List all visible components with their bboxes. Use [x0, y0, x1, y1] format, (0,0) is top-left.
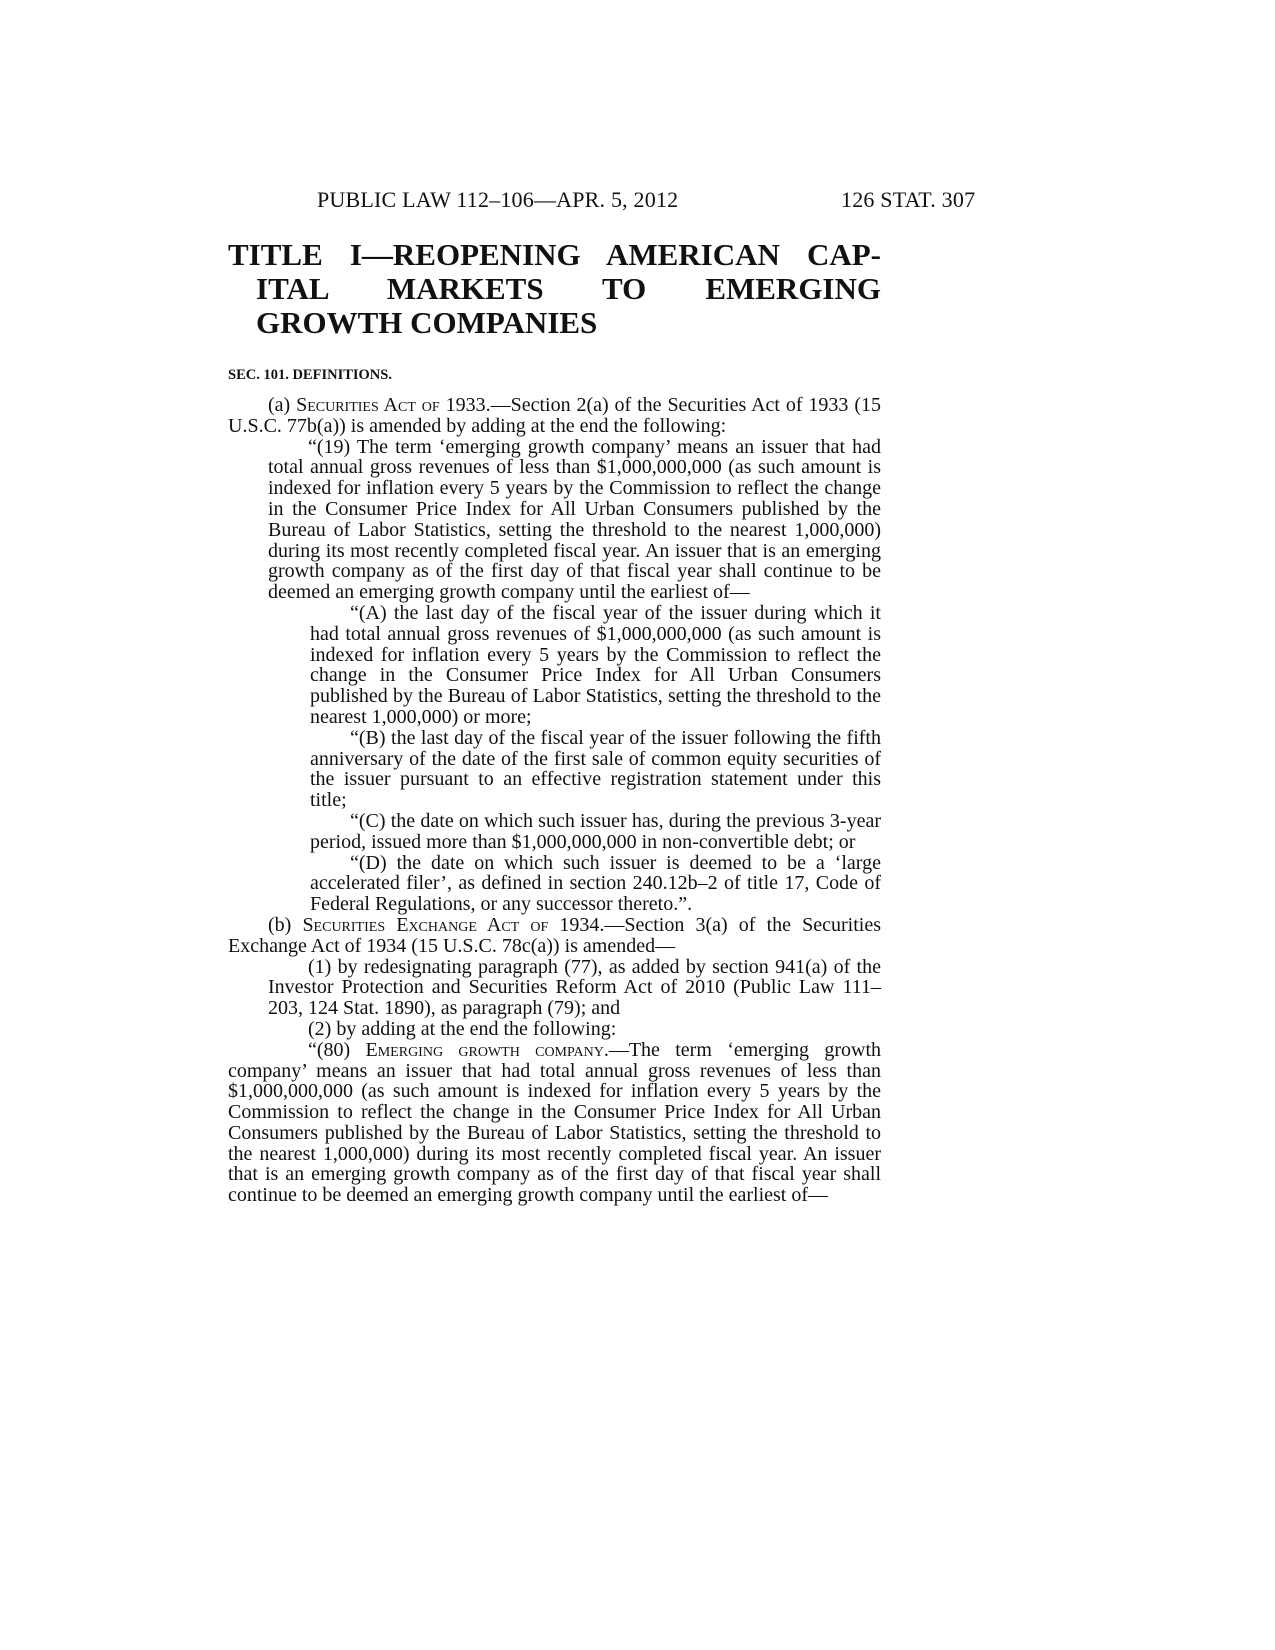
clause-c: “(C) the date on which such issuer has, during the previous 3-year period, issued more than $1,000,000,000 in non-convertible debt; or: [310, 809, 881, 853]
subsection-b-caption: Securities Exchange Act of 1934: [302, 913, 600, 936]
paragraph-19: “(19) The term ‘emerging growth company’ means an issuer that had total annual gross revenues of less than $1,000,000,000 (as such amount is indexed for inflation every 5 years by the Commission to reflect the change in the Consumer Price Index for All Urban Consumers published by the Bureau of Labor Statistics, setting the threshold to the nearest 1,000,000) during its most recently completed fiscal year. An issuer that is an emerging growth company as of the first day of that fiscal year shall continue to be deemed an emerging growth company until the earliest of—: [268, 435, 881, 604]
clause-a: “(A) the last day of the fiscal year of the issuer during which it had total annual gross revenues of $1,000,000,000 (as such amount is indexed for inflation every 5 years by the Commission to reflect the change in the Consumer Price Index for All Urban Consumers published by the Bureau of Labor Statistics, setting the threshold to the nearest 1,000,000) or more;: [310, 601, 881, 728]
subsection-a-text: .—Section 2(a) of the Securities Act of 1933 (15 U.S.C. 77b(a)) is amended by adding at the end the following:: [228, 394, 881, 437]
section-heading: SEC. 101. DEFINITIONS.: [228, 367, 392, 383]
subsection-a: [228, 395, 881, 437]
subsection-a-caption: Securities Act of 1933: [296, 394, 486, 416]
subsection-a-enum: (a): [268, 394, 297, 416]
subsection-b-paragraph-2: (2) by adding at the end the following:: [308, 1017, 617, 1040]
paragraph-80-enum: “(80): [308, 1038, 366, 1061]
clause-d: “(D) the date on which such issuer is deemed to be a ‘large accelerated filer’, as defined in section 240.12b–2 of title 17, Code of Federal Regulations, or any successor thereto.”.: [310, 851, 881, 916]
title-heading: [228, 238, 881, 340]
subsection-b-paragraph-1: (1) by redesignating paragraph (77), as added by section 941(a) of the Investor Protection and Securities Reform Act of 2010 (Public Law 111–203, 124 Stat. 1890), as paragraph (79); and: [268, 955, 881, 1020]
subsection-b-enum: (b): [268, 913, 303, 936]
title-line-1: TITLE I—REOPENING AMERICAN CAP-: [228, 237, 881, 272]
clause-b: “(B) the last day of the fiscal year of the issuer following the fifth anniversary of the date of the first sale of common equity securities of the issuer pursuant to an effective registration statement under this title;: [310, 726, 881, 812]
document-body: [228, 395, 881, 1206]
paragraph-80-text: .—The term ‘emerging growth company’ means an issuer that had total annual gross revenues of less than $1,000,000,000 (as such amount is indexed for inflation every 5 years by the Commission to reflect the change in the Consumer Price Index for All Urban Consumers published by the Bureau of Labor Statistics, setting the threshold to the nearest 1,000,000) during its most recently completed fiscal year. An issuer that is an emerging growth company as of the first day of that fiscal year shall continue to be deemed an emerging growth company until the earliest of—: [228, 1038, 881, 1207]
title-line-3: GROWTH COMPANIES: [256, 305, 598, 340]
paragraph-80: [228, 1040, 881, 1206]
paragraph-80-caption: Emerging growth company: [365, 1038, 604, 1061]
subsection-b-text: .—Section 3(a) of the Securities Exchange Act of 1934 (15 U.S.C. 78c(a)) is amended—: [228, 913, 881, 957]
subsection-b: [228, 915, 881, 957]
title-line-2: ITAL MARKETS TO EMERGING: [256, 271, 881, 306]
running-head: PUBLIC LAW 112–106—APR. 5, 2012: [317, 187, 679, 212]
stat-page-number: 126 STAT. 307: [841, 187, 976, 212]
